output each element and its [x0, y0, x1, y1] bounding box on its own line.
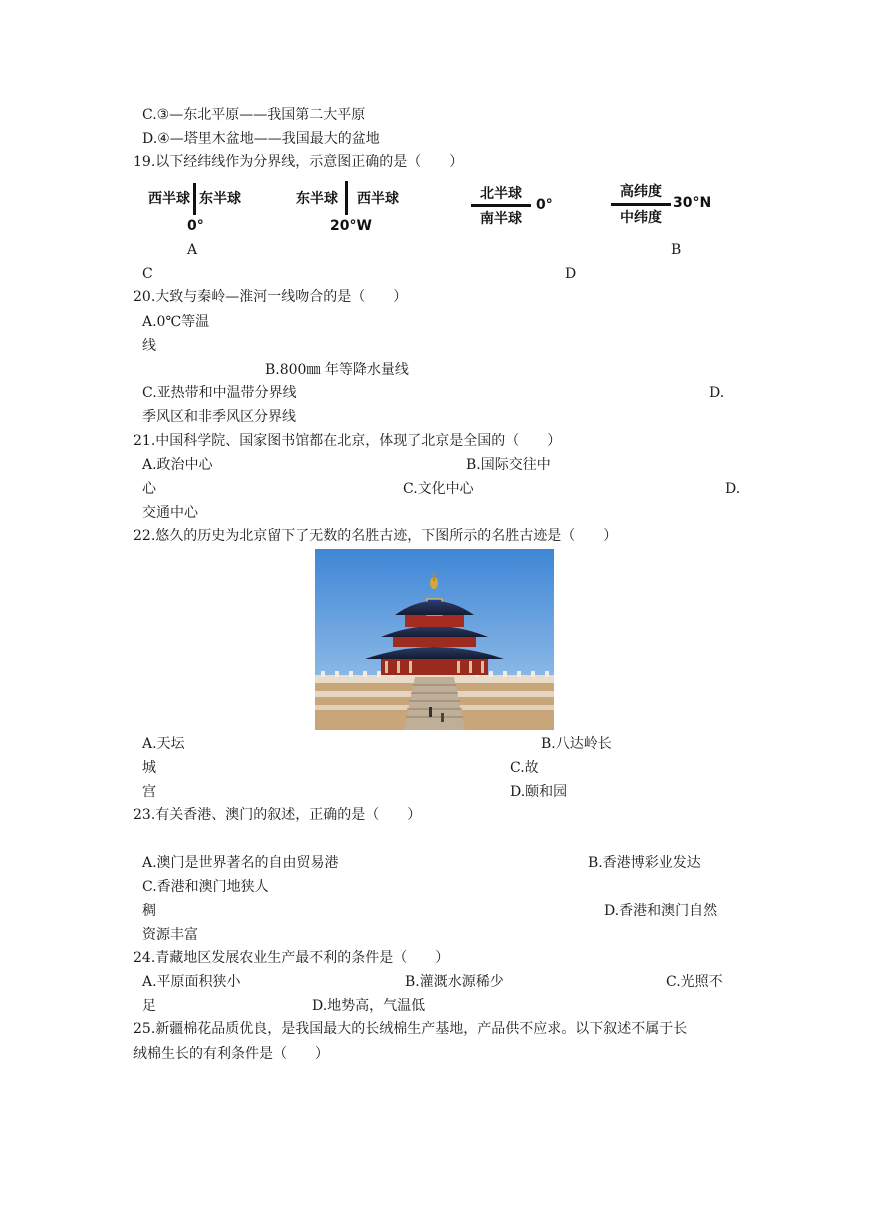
q23-option-a: A.澳门是世界著名的自由贸易港 — [142, 855, 339, 871]
q19-label-b: B — [671, 242, 682, 258]
diagram-a-divider — [193, 183, 196, 215]
temple-of-heaven-photo — [315, 549, 554, 730]
q22-stem: 22.悠久的历史为北京留下了无数的名胜古迹，下图所示的名胜古迹是（ ） — [133, 528, 618, 544]
q18-option-d: D.④—塔里木盆地——我国最大的盆地 — [142, 131, 380, 147]
q22-option-b-cont: 城 — [142, 760, 156, 776]
diagram-b-left: 东半球 — [296, 191, 338, 207]
q23-option-d-cont: 资源丰富 — [142, 927, 198, 943]
q24-stem: 24.青藏地区发展农业生产最不利的条件是（ ） — [133, 950, 450, 966]
diagram-c-divider — [471, 204, 531, 207]
q22-option-b: B.八达岭长 — [541, 736, 612, 752]
q20-option-a-cont: 线 — [142, 338, 156, 354]
diagram-d-bottom: 中纬度 — [620, 210, 662, 226]
q21-option-c: C.文化中心 — [403, 481, 474, 497]
q20-option-a: A.0℃等温 — [142, 314, 210, 330]
q19-label-d: D — [565, 266, 577, 282]
q20-option-c: C.亚热带和中温带分界线 — [142, 385, 297, 401]
diagram-b-bottom: 20°W — [330, 218, 372, 234]
q20-option-d-cont: 季风区和非季风区分界线 — [142, 409, 296, 425]
q24-option-a: A.平原面积狭小 — [142, 974, 241, 990]
q22-option-c-cont: 宫 — [142, 784, 156, 800]
q24-option-d: D.地势高，气温低 — [312, 998, 426, 1014]
q21-option-d-cont: 交通中心 — [142, 505, 198, 521]
q22-option-a: A.天坛 — [142, 736, 185, 752]
q23-option-c-cont: 稠 — [142, 903, 156, 919]
q20-stem: 20.大致与秦岭—淮河一线吻合的是（ ） — [133, 289, 408, 305]
q24-option-c: C.光照不 — [666, 974, 723, 990]
q20-option-d: D. — [709, 385, 725, 401]
diagram-d-top: 高纬度 — [620, 184, 662, 200]
q21-stem: 21.中国科学院、国家图书馆都在北京，体现了北京是全国的（ ） — [133, 433, 562, 449]
diagram-a-left: 西半球 — [148, 191, 190, 207]
q23-option-c: C.香港和澳门地狭人 — [142, 879, 269, 895]
diagram-c-side: 0° — [536, 197, 553, 213]
q23-option-d: D.香港和澳门自然 — [604, 903, 718, 919]
q24-option-c-cont: 足 — [142, 998, 156, 1014]
diagram-b-divider — [345, 181, 348, 215]
q21-option-b-cont: 心 — [142, 481, 156, 497]
q19-label-a: A — [187, 242, 198, 258]
diagram-c-top: 北半球 — [480, 186, 522, 202]
q21-option-a: A.政治中心 — [142, 457, 213, 473]
q19-stem: 19.以下经纬线作为分界线，示意图正确的是（ ） — [133, 154, 464, 170]
q25-stem: 25.新疆棉花品质优良，是我国最大的长绒棉生产基地，产品供不应求。以下叙述不属于长 — [133, 1021, 688, 1037]
diagram-b-right: 西半球 — [357, 191, 399, 207]
diagram-a-bottom: 0° — [187, 218, 204, 234]
q18-option-c: C.③—东北平原——我国第二大平原 — [142, 107, 366, 123]
q22-option-d: D.颐和园 — [510, 784, 568, 800]
diagram-a-right: 东半球 — [199, 191, 241, 207]
q21-option-b: B.国际交往中 — [466, 457, 551, 473]
q25-stem-cont: 绒棉生长的有利条件是（ ） — [133, 1046, 329, 1062]
q20-option-b: B.800㎜ 年等降水量线 — [265, 362, 409, 378]
q23-option-b: B.香港博彩业发达 — [588, 855, 701, 871]
q22-option-c: C.故 — [510, 760, 539, 776]
q21-option-d: D. — [725, 481, 741, 497]
diagram-d-side: 30°N — [673, 195, 712, 211]
q19-label-c: C — [142, 266, 153, 282]
diagram-c-bottom: 南半球 — [480, 211, 522, 227]
q24-option-b: B.灌溉水源稀少 — [405, 974, 504, 990]
diagram-d-divider — [611, 203, 671, 206]
q23-stem: 23.有关香港、澳门的叙述，正确的是（ ） — [133, 807, 422, 823]
